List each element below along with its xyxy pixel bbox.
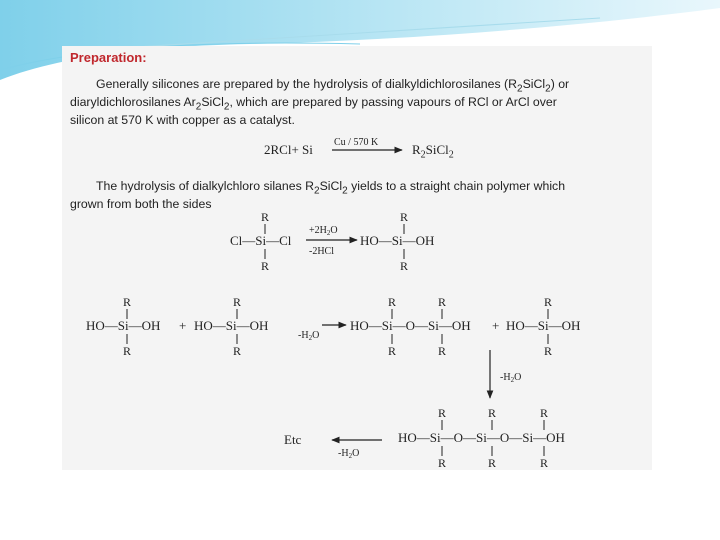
r2-plus: + [179, 318, 187, 333]
r1-reactant: Cl—Si—Cl [230, 233, 292, 248]
substituent-r: R [540, 456, 549, 470]
substituent-r: R [438, 406, 447, 420]
paragraph-2-line-1: The hydrolysis of dialkylchloro silanes $R_2SiCl_2$ yields to a straight chain polymer which [96, 179, 566, 197]
r2-reactant-b: HO—Si—OH [194, 318, 269, 333]
substituent-r: R [233, 295, 242, 309]
r2-reactant-a: HO—Si—OH [86, 318, 161, 333]
r1-r-top: R [261, 210, 270, 224]
r2-third: HO—Si—OH [506, 318, 581, 333]
equation-1-product: $R_2SiCl_2$ [412, 142, 454, 161]
reaction-1 [230, 210, 434, 273]
paragraph-1-line-3: silicon at 570 K with copper as a catalyst. [70, 113, 295, 127]
r1-product: HO—Si—OH [360, 233, 435, 248]
r1p-r-bottom: R [400, 259, 409, 273]
r2-down-arrow-label: $-H_2O$ [500, 372, 522, 384]
substituent-r: R [233, 344, 242, 358]
equation-1-condition: Cu / 570 K [334, 137, 379, 148]
r2-plus-2: + [492, 318, 500, 333]
r3-arrow-label: $-H_2O$ [338, 448, 360, 460]
equation-1-reactants: 2RCl+ Si [264, 142, 313, 157]
r3-product: HO—Si—O—Si—O—Si—OH [398, 430, 565, 445]
paragraph-1-line-1: Generally silicones are prepared by the hydrolysis of dialkyldichlorosilanes $(R_2SiCl_2)$ or [96, 77, 570, 95]
r3-result: Etc [284, 432, 302, 447]
paragraph-1-line-2: diaryldichlorosilanes $Ar_2SiCl_2$, which are prepared by passing vapours of RCl or ArCl over [70, 95, 557, 113]
r1p-r-top: R [400, 210, 409, 224]
paragraph-2-line-2: grown from both the sides [70, 197, 212, 211]
substituent-r: R [544, 344, 553, 358]
substituent-r: R [488, 456, 497, 470]
r2-product: HO—Si—O—Si—OH [350, 318, 471, 333]
substituent-r: R [488, 406, 497, 420]
r2-arrow-label: $-H_2O$ [298, 330, 320, 342]
reaction-2 [86, 295, 580, 398]
substituent-r: R [544, 295, 553, 309]
reaction-3 [284, 406, 565, 470]
substituent-r: R [123, 295, 132, 309]
substituent-r: R [438, 295, 447, 309]
substituent-r: R [123, 344, 132, 358]
substituent-r: R [438, 456, 447, 470]
r1-r-bottom: R [261, 259, 270, 273]
substituent-r: R [388, 295, 397, 309]
substituent-r: R [438, 344, 447, 358]
r1-below-arrow: -2HCl [309, 246, 334, 257]
r1-above-arrow: $+2H_2O$ [309, 225, 338, 237]
section-heading: Preparation: [70, 50, 147, 65]
substituent-r: R [540, 406, 549, 420]
substituent-r: R [388, 344, 397, 358]
